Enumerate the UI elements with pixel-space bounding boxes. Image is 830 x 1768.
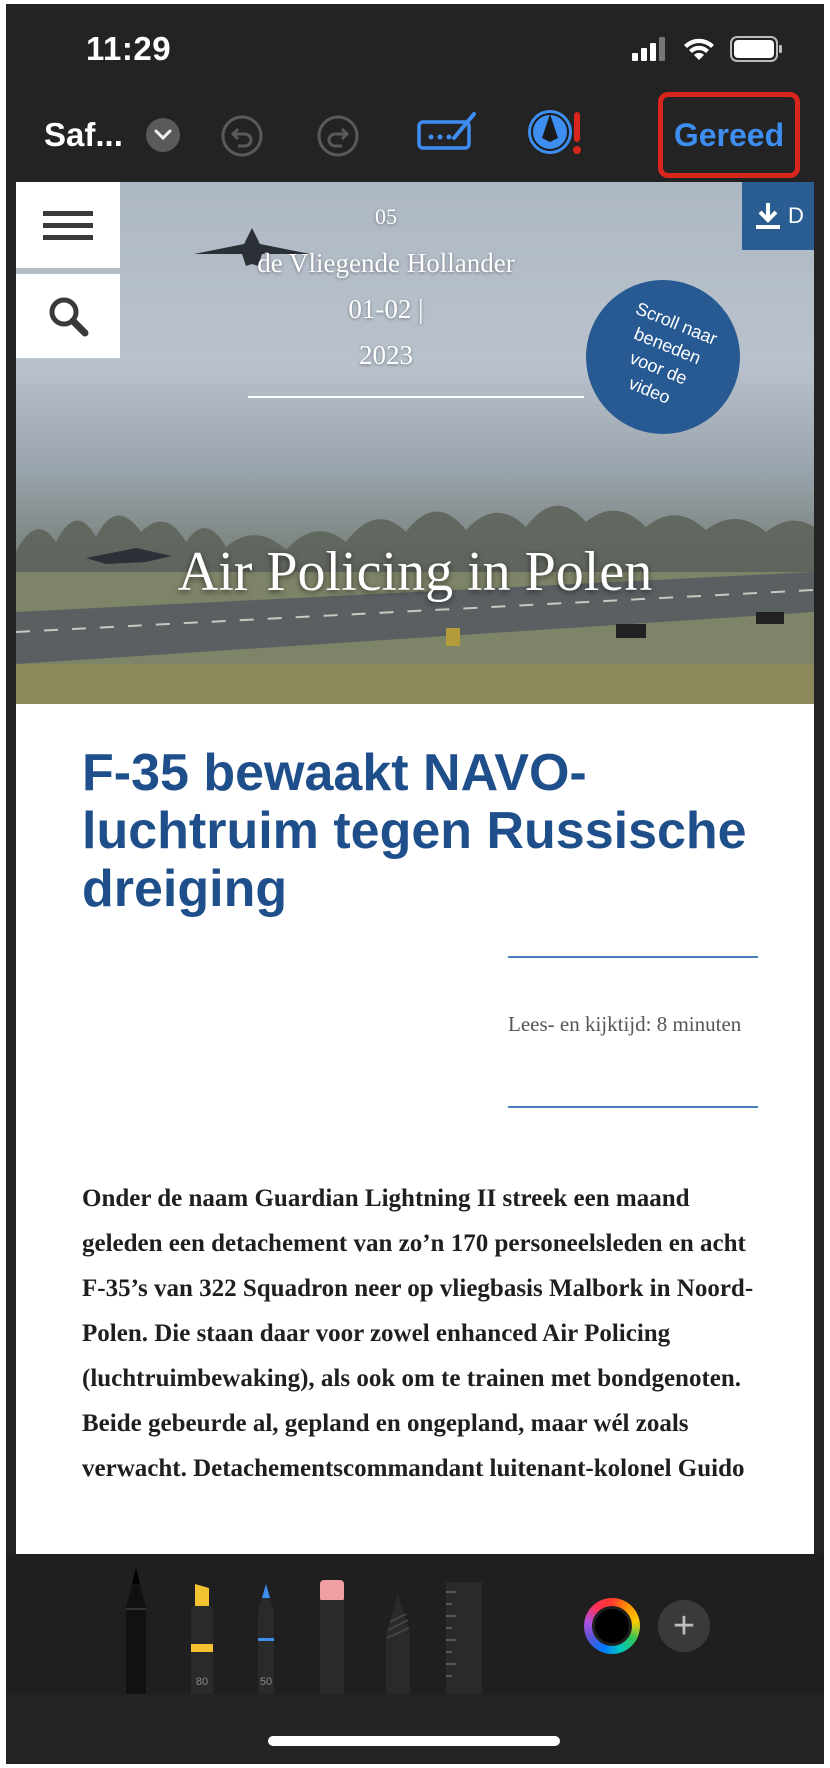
status-icons xyxy=(632,34,784,64)
done-highlight-box xyxy=(658,92,800,178)
download-label: D xyxy=(788,203,804,228)
done-button[interactable]: Gereed xyxy=(673,116,785,153)
redo-icon[interactable] xyxy=(316,114,360,163)
app-name[interactable]: Saf... xyxy=(44,116,123,153)
eraser-tool[interactable] xyxy=(312,1580,352,1694)
download-icon xyxy=(754,201,782,231)
download-button[interactable] xyxy=(742,182,814,250)
marker-tool[interactable] xyxy=(246,1584,286,1694)
wifi-icon xyxy=(682,36,716,62)
pen-tool[interactable] xyxy=(116,1568,156,1694)
article-intro: Onder de naam Guardian Lightning II streek een maand geleden een detachement van zo’n 170 personeelsleden en acht F-35’s van 322 Squadron neer op vliegbasis Malbork in Noord-Polen. Die staan daar voor zowel enhanced Air Policing (luchtruimbewaking), als ook om te trainen met bondgenoten. Beide gebeurde al, gepland en ongepland, maar wél zoals verwacht. Detachementscommandant luitenant-kolonel Guido xyxy=(82,1185,754,1482)
divider xyxy=(508,956,758,958)
search-button[interactable] xyxy=(16,274,120,358)
page-content[interactable] xyxy=(16,182,814,1554)
menu-bar xyxy=(43,211,93,216)
eraser-icon xyxy=(312,1580,352,1694)
issue-info xyxy=(236,194,536,378)
signal-icon xyxy=(632,37,668,61)
menu-bar xyxy=(43,235,93,240)
marker-size: 50 xyxy=(259,1676,273,1688)
drawing-tool-palette xyxy=(6,1554,824,1694)
pen-annotation-icon[interactable] xyxy=(526,104,586,165)
battery-icon xyxy=(730,36,784,62)
phone-screen xyxy=(6,4,824,1764)
add-tool-button[interactable]: + xyxy=(658,1600,710,1652)
selected-color-swatch xyxy=(592,1606,632,1646)
issue-name: de Vliegende Hollander 01-02 | xyxy=(257,248,515,324)
article-title: F-35 bewaakt NAVO-luchtruim tegen Russische dreiging xyxy=(82,744,747,918)
divider xyxy=(248,396,584,398)
menu-bar xyxy=(43,223,93,228)
hero-title: Air Policing in Polen xyxy=(177,541,653,603)
pen-icon xyxy=(116,1568,156,1694)
highlighter-size: 80 xyxy=(195,1676,209,1688)
highlighter-tool[interactable] xyxy=(182,1584,222,1694)
divider xyxy=(508,1106,758,1108)
pencil-icon xyxy=(378,1594,418,1694)
home-indicator[interactable] xyxy=(268,1736,560,1746)
status-time: 11:29 xyxy=(86,30,172,67)
search-icon xyxy=(46,294,90,338)
issue-year: 2023 xyxy=(359,340,413,370)
home-area xyxy=(6,1694,824,1764)
scroll-badge-text: Scroll naar beneden voor de video xyxy=(625,298,721,408)
ruler-tool[interactable] xyxy=(442,1582,486,1694)
hero-banner xyxy=(16,182,814,704)
hamburger-menu-button[interactable] xyxy=(16,182,120,268)
pencil-tool[interactable] xyxy=(378,1594,418,1694)
issue-number: 05 xyxy=(375,204,397,229)
ruler-icon xyxy=(442,1582,486,1694)
scroll-video-badge[interactable] xyxy=(563,257,763,457)
chevron-down-icon[interactable] xyxy=(146,118,180,152)
markup-tools-icon[interactable] xyxy=(416,108,478,157)
markup-toolbar xyxy=(6,88,824,180)
undo-icon[interactable] xyxy=(220,114,264,163)
reading-time: Lees- en kijktijd: 8 minuten xyxy=(508,1012,742,1036)
color-picker-button[interactable] xyxy=(584,1598,640,1654)
